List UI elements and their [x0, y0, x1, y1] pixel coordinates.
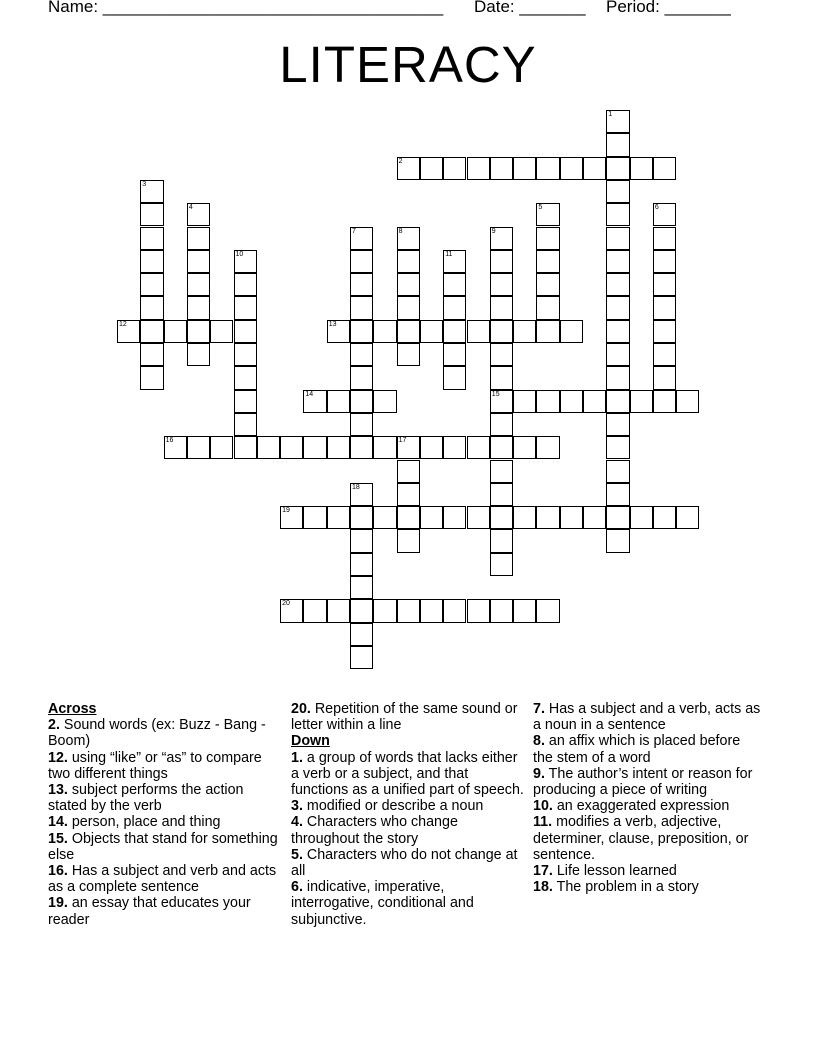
- grid-cell[interactable]: [397, 320, 420, 343]
- grid-cell[interactable]: [583, 390, 606, 413]
- grid-cell[interactable]: [187, 203, 210, 226]
- grid-cell[interactable]: [536, 390, 559, 413]
- grid-cell[interactable]: [420, 157, 443, 180]
- grid-cell[interactable]: [490, 366, 513, 389]
- grid-cell[interactable]: [443, 157, 466, 180]
- grid-cell[interactable]: [164, 436, 187, 459]
- grid-cell[interactable]: [536, 599, 559, 622]
- grid-cell[interactable]: [397, 436, 420, 459]
- clue-item: [291, 701, 526, 733]
- grid-cell[interactable]: [490, 460, 513, 483]
- clue-number: 5.: [291, 846, 303, 863]
- clue-item: [291, 814, 526, 846]
- grid-cell[interactable]: [280, 506, 303, 529]
- grid-cell[interactable]: [397, 506, 420, 529]
- clue-text: an exaggerated expression: [552, 798, 730, 815]
- grid-cell[interactable]: [397, 460, 420, 483]
- grid-cell[interactable]: [536, 320, 559, 343]
- clue-text: indicative, imperative, interrogative, conditional and subjunctive.: [291, 879, 474, 928]
- clue-text: Characters who do not change at all: [291, 846, 518, 880]
- clue-text: modified or describe a noun: [302, 798, 484, 815]
- clues-column-1: [48, 701, 280, 928]
- cell-number: 12: [119, 320, 127, 328]
- grid-cell[interactable]: [303, 506, 326, 529]
- grid-cell[interactable]: [560, 157, 583, 180]
- grid-cell[interactable]: [536, 273, 559, 296]
- grid-cell[interactable]: [513, 506, 536, 529]
- clue-number: 11.: [533, 814, 553, 831]
- grid-cell[interactable]: [187, 343, 210, 366]
- grid-cell[interactable]: [490, 227, 513, 250]
- clue-item: [48, 895, 280, 927]
- clue-number: 10.: [533, 798, 553, 815]
- cell-number: 2: [398, 157, 403, 165]
- cell-number: 18: [352, 483, 360, 491]
- grid-cell[interactable]: [490, 483, 513, 506]
- grid-cell[interactable]: [397, 599, 420, 622]
- cell-number: 19: [282, 507, 290, 515]
- grid-cell[interactable]: [536, 203, 559, 226]
- cell-number: 14: [305, 390, 314, 398]
- grid-cell[interactable]: [490, 599, 513, 622]
- grid-cell[interactable]: [187, 320, 210, 343]
- grid-cell[interactable]: [513, 436, 536, 459]
- grid-cell[interactable]: [490, 529, 513, 552]
- grid-cell[interactable]: [490, 506, 513, 529]
- grid-cell[interactable]: [350, 623, 373, 646]
- grid-cell[interactable]: [234, 296, 257, 319]
- across-heading: Across: [48, 701, 97, 717]
- grid-cell[interactable]: [606, 413, 629, 436]
- grid-cell[interactable]: [234, 413, 257, 436]
- grid-cell[interactable]: [350, 483, 373, 506]
- grid-cell[interactable]: [350, 646, 373, 669]
- grid-cell[interactable]: [653, 157, 676, 180]
- clue-item: [533, 863, 763, 879]
- grid-cell[interactable]: [420, 436, 443, 459]
- clue-item: [533, 798, 763, 814]
- clue-number: 17.: [533, 863, 553, 880]
- grid-cell[interactable]: [653, 320, 676, 343]
- grid-cell[interactable]: [327, 506, 350, 529]
- clue-item: [533, 879, 763, 895]
- clue-number: 20.: [291, 701, 311, 717]
- grid-cell[interactable]: [467, 157, 490, 180]
- grid-cell[interactable]: [606, 203, 629, 226]
- grid-cell[interactable]: [606, 343, 629, 366]
- cell-number: 5: [538, 204, 543, 212]
- grid-cell[interactable]: [350, 320, 373, 343]
- grid-cell[interactable]: [606, 227, 629, 250]
- grid-cell[interactable]: [140, 250, 163, 273]
- grid-cell[interactable]: [560, 390, 583, 413]
- grid-cell[interactable]: [187, 296, 210, 319]
- grid-cell[interactable]: [606, 180, 629, 203]
- grid-cell[interactable]: [257, 436, 280, 459]
- clue-text: Life lesson learned: [552, 863, 677, 880]
- grid-cell[interactable]: [606, 483, 629, 506]
- grid-cell[interactable]: [420, 599, 443, 622]
- grid-cell[interactable]: [536, 250, 559, 273]
- grid-cell[interactable]: [140, 203, 163, 226]
- grid-cell[interactable]: [350, 506, 373, 529]
- clue-text: person, place and thing: [67, 814, 221, 831]
- clue-number: 19.: [48, 895, 68, 912]
- grid-cell[interactable]: [606, 110, 629, 133]
- period-field-label: Period: _______: [606, 0, 731, 16]
- grid-cell[interactable]: [420, 320, 443, 343]
- grid-cell[interactable]: [373, 320, 396, 343]
- grid-cell[interactable]: [676, 506, 699, 529]
- grid-cell[interactable]: [606, 460, 629, 483]
- page-title: LITERACY: [279, 36, 537, 93]
- cell-number: 15: [491, 390, 500, 398]
- down-clue-list: [291, 750, 526, 928]
- grid-cell[interactable]: [513, 320, 536, 343]
- grid-cell[interactable]: [467, 436, 490, 459]
- grid-cell[interactable]: [653, 343, 676, 366]
- cell-number: 17: [398, 437, 407, 445]
- grid-cell[interactable]: [513, 390, 536, 413]
- grid-cell[interactable]: [350, 529, 373, 552]
- down-clue-list-continued: [533, 701, 763, 895]
- grid-cell[interactable]: [397, 296, 420, 319]
- grid-cell[interactable]: [397, 227, 420, 250]
- grid-cell[interactable]: [560, 506, 583, 529]
- cell-number: 8: [398, 227, 403, 235]
- cell-number: 6: [654, 204, 659, 212]
- grid-cell[interactable]: [630, 506, 653, 529]
- grid-cell[interactable]: [187, 273, 210, 296]
- clue-text: The author’s intent or reason for producing a piece of writing: [533, 765, 753, 799]
- grid-cell[interactable]: [397, 343, 420, 366]
- grid-cell[interactable]: [583, 506, 606, 529]
- grid-cell[interactable]: [350, 390, 373, 413]
- grid-cell[interactable]: [397, 273, 420, 296]
- grid-cell[interactable]: [350, 553, 373, 576]
- down-heading: Down: [291, 733, 330, 750]
- grid-cell[interactable]: [443, 366, 466, 389]
- grid-cell[interactable]: [350, 436, 373, 459]
- clue-text: an affix which is placed before the stem of a word: [533, 733, 741, 766]
- grid-cell[interactable]: [467, 320, 490, 343]
- clues-column-2: [291, 701, 526, 928]
- cell-number: 11: [445, 250, 453, 258]
- grid-cell[interactable]: [373, 436, 396, 459]
- grid-cell[interactable]: [397, 250, 420, 273]
- clue-item: [291, 879, 526, 928]
- clue-number: 12.: [48, 749, 68, 766]
- grid-cell[interactable]: [140, 366, 163, 389]
- cell-number: 16: [165, 437, 174, 445]
- grid-cell[interactable]: [280, 436, 303, 459]
- grid-cell[interactable]: [140, 296, 163, 319]
- grid-cell[interactable]: [490, 320, 513, 343]
- grid-cell[interactable]: [234, 320, 257, 343]
- clue-text: subject performs the action stated by the verb: [48, 782, 244, 815]
- grid-cell[interactable]: [653, 296, 676, 319]
- clue-text: The problem in a story: [552, 879, 699, 896]
- grid-cell[interactable]: [490, 273, 513, 296]
- date-field-label: Date: _______: [474, 0, 586, 16]
- across-clue-list-continued: [291, 701, 526, 733]
- grid-cell[interactable]: [490, 250, 513, 273]
- clue-item: [291, 847, 526, 879]
- cell-number: 13: [328, 320, 337, 328]
- clue-text: a group of words that lacks either a verb or a subject, and that functions as a unified part of speech.: [291, 749, 524, 799]
- grid-cell[interactable]: [490, 296, 513, 319]
- grid-cell[interactable]: [490, 436, 513, 459]
- grid-cell[interactable]: [606, 529, 629, 552]
- clue-item: [533, 814, 763, 863]
- grid-cell[interactable]: [350, 366, 373, 389]
- grid-cell[interactable]: [606, 506, 629, 529]
- grid-cell[interactable]: [653, 250, 676, 273]
- grid-cell[interactable]: [327, 436, 350, 459]
- grid-cell[interactable]: [350, 250, 373, 273]
- clue-text: Repetition of the same sound or letter within a line: [291, 701, 518, 734]
- grid-cell[interactable]: [560, 320, 583, 343]
- grid-cell[interactable]: [234, 343, 257, 366]
- grid-cell[interactable]: [606, 133, 629, 156]
- grid-cell[interactable]: [140, 320, 163, 343]
- clue-item: [48, 782, 280, 814]
- grid-cell[interactable]: [373, 390, 396, 413]
- clue-number: 15.: [48, 830, 68, 847]
- grid-cell[interactable]: [280, 599, 303, 622]
- grid-cell[interactable]: [234, 250, 257, 273]
- grid-cell[interactable]: [140, 180, 163, 203]
- clue-text: Has a subject and a verb, acts as a noun in a sentence: [533, 701, 761, 734]
- grid-cell[interactable]: [397, 529, 420, 552]
- grid-cell[interactable]: [303, 599, 326, 622]
- clue-item: [48, 750, 280, 782]
- grid-cell[interactable]: [234, 366, 257, 389]
- grid-cell[interactable]: [187, 250, 210, 273]
- clue-item: [48, 814, 280, 830]
- clue-text: Characters who change throughout the story: [291, 814, 458, 847]
- grid-cell[interactable]: [327, 320, 350, 343]
- grid-cell[interactable]: [397, 483, 420, 506]
- grid-cell[interactable]: [397, 157, 420, 180]
- grid-cell[interactable]: [536, 436, 559, 459]
- grid-cell[interactable]: [676, 390, 699, 413]
- grid-cell[interactable]: [117, 320, 140, 343]
- cell-number: 1: [608, 111, 613, 118]
- name-field-label: Name: ____________________________________: [48, 0, 444, 16]
- clue-number: 8.: [533, 733, 545, 750]
- grid-cell[interactable]: [350, 599, 373, 622]
- grid-cell[interactable]: [350, 227, 373, 250]
- grid-cell[interactable]: [490, 343, 513, 366]
- grid-cell[interactable]: [187, 436, 210, 459]
- clue-text: Has a subject and verb and acts as a complete sentence: [48, 863, 277, 896]
- grid-cell[interactable]: [606, 320, 629, 343]
- clue-item: [48, 863, 280, 895]
- grid-cell[interactable]: [513, 599, 536, 622]
- grid-cell[interactable]: [303, 436, 326, 459]
- grid-cell[interactable]: [350, 343, 373, 366]
- grid-cell[interactable]: [327, 599, 350, 622]
- grid-cell[interactable]: [234, 390, 257, 413]
- clue-text: Objects that stand for something else: [48, 830, 278, 863]
- grid-cell[interactable]: [373, 599, 396, 622]
- clue-number: 7.: [533, 701, 545, 717]
- grid-cell[interactable]: [606, 390, 629, 413]
- grid-cell[interactable]: [443, 320, 466, 343]
- clue-item: [533, 766, 763, 798]
- grid-cell[interactable]: [606, 436, 629, 459]
- grid-cell[interactable]: [490, 157, 513, 180]
- grid-cell[interactable]: [350, 576, 373, 599]
- cell-number: 7: [352, 227, 356, 235]
- grid-cell[interactable]: [420, 506, 443, 529]
- grid-cell[interactable]: [467, 599, 490, 622]
- grid-cell[interactable]: [653, 390, 676, 413]
- clue-item: [533, 701, 763, 733]
- grid-cell[interactable]: [303, 390, 326, 413]
- grid-cell[interactable]: [210, 436, 233, 459]
- grid-cell[interactable]: [653, 203, 676, 226]
- grid-cell[interactable]: [490, 413, 513, 436]
- cell-number: 3: [142, 180, 147, 188]
- grid-cell[interactable]: [210, 320, 233, 343]
- grid-cell[interactable]: [140, 227, 163, 250]
- grid-cell[interactable]: [536, 296, 559, 319]
- clue-number: 1.: [291, 749, 303, 766]
- clue-number: 14.: [48, 814, 68, 831]
- grid-cell[interactable]: [443, 599, 466, 622]
- grid-cell[interactable]: [140, 343, 163, 366]
- grid-cell[interactable]: [606, 296, 629, 319]
- clue-text: an essay that educates your reader: [48, 895, 251, 928]
- grid-cell[interactable]: [164, 320, 187, 343]
- grid-cell[interactable]: [606, 157, 629, 180]
- clue-text: using “like” or “as” to compare two different things: [48, 749, 262, 782]
- cell-number: 4: [188, 204, 193, 212]
- grid-cell[interactable]: [467, 506, 490, 529]
- clue-item: [291, 750, 526, 799]
- clues-column-3: [533, 701, 763, 895]
- grid-cell[interactable]: [187, 227, 210, 250]
- clue-item: [533, 733, 763, 765]
- clue-number: 18.: [533, 879, 553, 896]
- clue-item: [48, 717, 280, 749]
- grid-cell[interactable]: [653, 273, 676, 296]
- clue-number: 2.: [48, 717, 60, 734]
- grid-cell[interactable]: [653, 227, 676, 250]
- grid-cell[interactable]: [327, 390, 350, 413]
- clue-number: 13.: [48, 782, 68, 799]
- grid-cell[interactable]: [536, 157, 559, 180]
- clue-number: 9.: [533, 765, 545, 782]
- grid-cell[interactable]: [513, 157, 536, 180]
- grid-cell[interactable]: [234, 436, 257, 459]
- grid-cell[interactable]: [443, 436, 466, 459]
- grid-cell[interactable]: [443, 273, 466, 296]
- clue-number: 16.: [48, 863, 68, 880]
- clue-item: [291, 798, 526, 814]
- grid-cell[interactable]: [630, 390, 653, 413]
- cell-number: 20: [282, 600, 290, 608]
- grid-cell[interactable]: [443, 296, 466, 319]
- cell-number: 10: [235, 250, 244, 258]
- clue-number: 6.: [291, 879, 303, 896]
- grid-cell[interactable]: [606, 366, 629, 389]
- clue-text: Sound words (ex: Buzz - Bang - Boom): [48, 717, 266, 750]
- grid-cell[interactable]: [653, 506, 676, 529]
- grid-cell[interactable]: [606, 273, 629, 296]
- grid-cell[interactable]: [350, 273, 373, 296]
- grid-cell[interactable]: [443, 506, 466, 529]
- grid-cell[interactable]: [536, 506, 559, 529]
- clue-number: 3.: [291, 798, 303, 815]
- clue-number: 4.: [291, 814, 303, 831]
- grid-cell[interactable]: [350, 296, 373, 319]
- grid-cell[interactable]: [350, 413, 373, 436]
- clue-item: [48, 831, 280, 863]
- grid-cell[interactable]: [630, 157, 653, 180]
- grid-cell[interactable]: [490, 390, 513, 413]
- grid-cell[interactable]: [373, 506, 396, 529]
- grid-cell[interactable]: [443, 250, 466, 273]
- grid-cell[interactable]: [606, 250, 629, 273]
- grid-cell[interactable]: [140, 273, 163, 296]
- clue-text: modifies a verb, adjective, determiner, clause, preposition, or sentence.: [533, 814, 749, 863]
- grid-cell[interactable]: [490, 553, 513, 576]
- grid-cell[interactable]: [536, 227, 559, 250]
- cell-number: 9: [491, 227, 496, 235]
- grid-cell[interactable]: [234, 273, 257, 296]
- grid-cell[interactable]: [583, 157, 606, 180]
- across-clue-list: [48, 717, 280, 928]
- grid-cell[interactable]: [653, 366, 676, 389]
- grid-cell[interactable]: [443, 343, 466, 366]
